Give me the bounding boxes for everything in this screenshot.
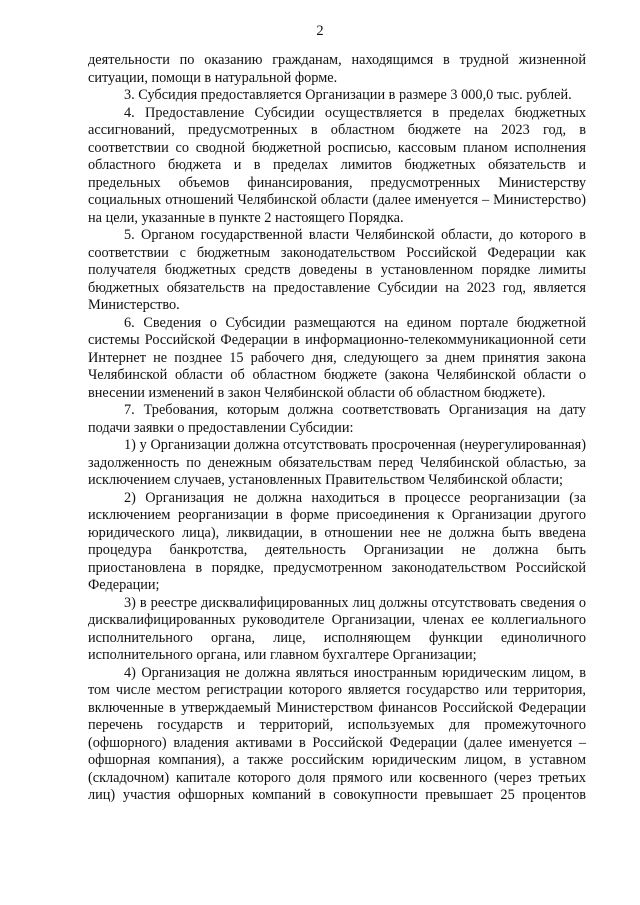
paragraph-subitem-1: 1) у Организации должна отсутствовать просроченная (неурегулированная) задолженность по денежным обязательствам перед Челябинской областью, за исключением случаев, установленных Правительством Челябинской области; <box>88 437 586 488</box>
paragraph-item-7: 7. Требования, которым должна соответствовать Организация на дату подачи заявки о предоставлении Субсидии: <box>88 402 586 436</box>
paragraph-continuation: деятельности по оказанию гражданам, находящимся в трудной жизненной ситуации, помощи в натуральной форме. <box>88 52 586 86</box>
paragraph-subitem-3: 3) в реестре дисквалифицированных лиц должны отсутствовать сведения о дисквалифицированных руководителе Организации, членах ее коллегиального исполнительного органа, лице, исполняющем функции единоличного исполнительного органа, или главном бухгалтере Организации; <box>88 594 586 663</box>
paragraph-subitem-2: 2) Организация не должна находиться в процессе реорганизации (за исключением реорганизации в форме присоединения к Организации другого юридического лица), ликвидации, в отношении нее не должна быть введена процедура банкротства, деятельность Организации не должна быть приостановлена в порядке, предусмотренном законодательством Российской Федерации; <box>88 489 586 593</box>
paragraph-subitem-4: 4) Организация не должна являться иностранным юридическим лицом, в том числе местом регистрации которого является государство или территория, включенные в утверждаемый Министерством финансов Российской Федерации перечень государств и территорий, используемых для промежуточного (офшорного) владения активами в Российской Федерации (далее именуется – офшорная компания), а также российским юридическим лицом, в уставном (складочном) капитале которого доля прямого или косвенного (через третьих лиц) участия офшорных компаний в совокупности превышает 25 процентов <box>88 664 586 803</box>
paragraph-item-6: 6. Сведения о Субсидии размещаются на едином портале бюджетной системы Российской Федерации в информационно-телекоммуникационной сети Интернет не позднее 15 рабочего дня, следующего за днем принятия закона Челябинской области об областном бюджете (закона Челябинской области о внесении изменений в закон Челябинской области об областном бюджете). <box>88 314 586 401</box>
paragraph-item-5: 5. Органом государственной власти Челябинской области, до которого в соответствии с бюджетным законодательством Российской Федерации как получателя бюджетных средств доведены в установленном порядке лимиты бюджетных обязательств на предоставление Субсидии на 2023 год, является Министерство. <box>88 227 586 313</box>
page-number: 2 <box>316 23 324 39</box>
paragraph-item-4: 4. Предоставление Субсидии осуществляется в пределах бюджетных ассигнований, предусмотренных в областном бюджете на 2023 год, в соответствии со сводной бюджетной росписью, кассовым планом исполнения областного бюджета и в пределах лимитов бюджетных обязательств и предельных объемов финансирования, предусмотренных Министерству социальных отношений Челябинской области (далее именуется – Министерство) на цели, указанные в пункте 2 настоящего Порядка. <box>88 104 586 226</box>
document-body <box>88 52 586 805</box>
paragraph-item-3: 3. Субсидия предоставляется Организации в размере 3 000,0 тыс. рублей. <box>124 87 572 103</box>
